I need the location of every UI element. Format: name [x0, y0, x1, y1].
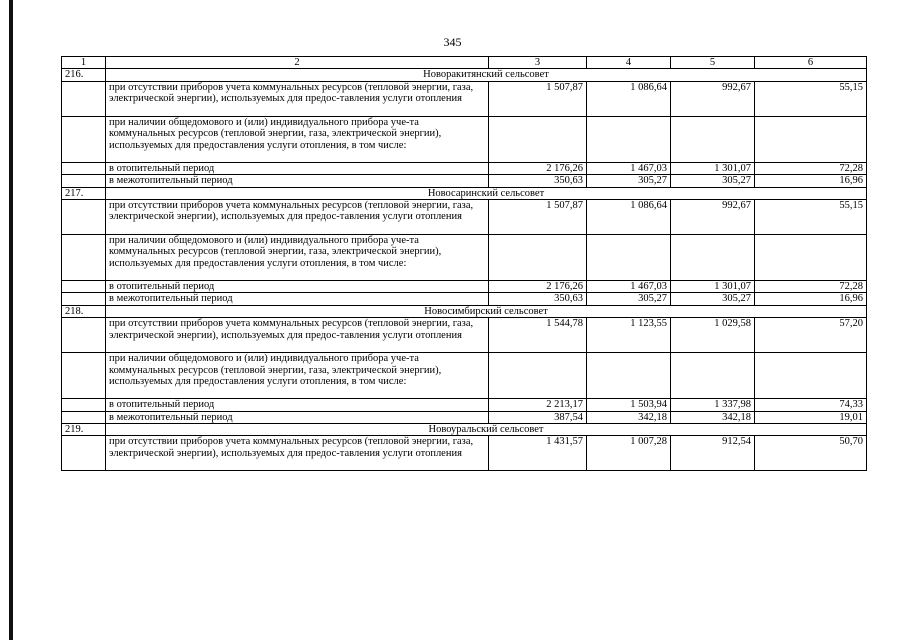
row-description: при отсутствии приборов учета коммунальных ресурсов (тепловой энергии, газа, электрической энергии), используемых для предос-тавления услуги отопления — [106, 81, 489, 116]
value-cell: 16,96 — [755, 293, 867, 305]
empty-cell — [62, 411, 106, 423]
table-row — [62, 318, 867, 353]
value-cell: 350,63 — [489, 175, 587, 187]
table-row — [62, 81, 867, 116]
value-cell — [489, 235, 587, 281]
value-cell: 2 213,17 — [489, 399, 587, 411]
value-cell — [755, 116, 867, 162]
table-row — [62, 436, 867, 471]
value-cell: 1 467,03 — [587, 162, 671, 174]
empty-cell — [62, 162, 106, 174]
table-row — [62, 175, 867, 187]
empty-cell — [62, 318, 106, 353]
value-cell — [587, 235, 671, 281]
value-cell — [587, 353, 671, 399]
value-cell: 1 029,58 — [671, 318, 755, 353]
empty-cell — [62, 81, 106, 116]
column-header: 3 — [489, 57, 587, 69]
group-name: Новоракитянский сельсовет — [106, 69, 867, 81]
table-row — [62, 200, 867, 235]
value-cell: 72,28 — [755, 281, 867, 293]
value-cell: 305,27 — [671, 175, 755, 187]
group-name: Новосимбирский сельсовет — [106, 305, 867, 317]
row-description: при наличии общедомового и (или) индивидуального прибора уче-та коммунальных ресурсов (тепловой энергии, газа, электрической энергии), используемых для предоставления услуги отопления, в том числе: — [106, 353, 489, 399]
value-cell — [489, 353, 587, 399]
value-cell: 1 007,28 — [587, 436, 671, 471]
value-cell: 992,67 — [671, 81, 755, 116]
empty-cell — [62, 399, 106, 411]
empty-cell — [62, 235, 106, 281]
empty-cell — [62, 293, 106, 305]
value-cell: 55,15 — [755, 200, 867, 235]
group-row-216 — [62, 69, 867, 81]
value-cell — [671, 116, 755, 162]
row-description: в отопительный период — [106, 162, 489, 174]
empty-cell — [62, 281, 106, 293]
value-cell: 1 123,55 — [587, 318, 671, 353]
column-header: 2 — [106, 57, 489, 69]
row-description: в межотопительный период — [106, 175, 489, 187]
value-cell: 1 337,98 — [671, 399, 755, 411]
value-cell: 2 176,26 — [489, 281, 587, 293]
value-cell: 387,54 — [489, 411, 587, 423]
group-name: Новосаринский сельсовет — [106, 187, 867, 199]
group-row-218 — [62, 305, 867, 317]
value-cell: 16,96 — [755, 175, 867, 187]
group-number: 216. — [62, 69, 106, 81]
column-header: 1 — [62, 57, 106, 69]
value-cell: 74,33 — [755, 399, 867, 411]
row-description: при отсутствии приборов учета коммунальных ресурсов (тепловой энергии, газа, электрической энергии), используемых для предос-тавления услуги отопления — [106, 436, 489, 471]
value-cell: 72,28 — [755, 162, 867, 174]
value-cell: 912,54 — [671, 436, 755, 471]
value-cell: 305,27 — [587, 175, 671, 187]
value-cell: 19,01 — [755, 411, 867, 423]
tariff-table — [61, 56, 867, 471]
table-row — [62, 411, 867, 423]
empty-cell — [62, 200, 106, 235]
value-cell: 342,18 — [671, 411, 755, 423]
column-number-row — [62, 57, 867, 69]
column-header: 4 — [587, 57, 671, 69]
value-cell: 2 176,26 — [489, 162, 587, 174]
value-cell: 1 086,64 — [587, 200, 671, 235]
column-header: 5 — [671, 57, 755, 69]
column-header: 6 — [755, 57, 867, 69]
page-number: 345 — [443, 35, 462, 49]
row-description: при наличии общедомового и (или) индивидуального прибора уче-та коммунальных ресурсов (тепловой энергии, газа, электрической энергии), используемых для предоставления услуги отопления, в том числе: — [106, 116, 489, 162]
table-row — [62, 235, 867, 281]
value-cell: 1 301,07 — [671, 281, 755, 293]
value-cell: 305,27 — [671, 293, 755, 305]
value-cell: 1 507,87 — [489, 81, 587, 116]
value-cell: 350,63 — [489, 293, 587, 305]
group-number: 219. — [62, 424, 106, 436]
row-description: при наличии общедомового и (или) индивидуального прибора уче-та коммунальных ресурсов (тепловой энергии, газа, электрической энергии), используемых для предоставления услуги отопления, в том числе: — [106, 235, 489, 281]
empty-cell — [62, 116, 106, 162]
value-cell: 1 503,94 — [587, 399, 671, 411]
row-description: при отсутствии приборов учета коммунальных ресурсов (тепловой энергии, газа, электрической энергии), используемых для предос-тавления услуги отопления — [106, 200, 489, 235]
value-cell — [755, 353, 867, 399]
table-row — [62, 281, 867, 293]
value-cell: 1 544,78 — [489, 318, 587, 353]
row-description: в межотопительный период — [106, 411, 489, 423]
value-cell: 50,70 — [755, 436, 867, 471]
value-cell: 342,18 — [587, 411, 671, 423]
value-cell — [755, 235, 867, 281]
table-row — [62, 353, 867, 399]
table-row — [62, 399, 867, 411]
empty-cell — [62, 353, 106, 399]
row-description: в межотопительный период — [106, 293, 489, 305]
empty-cell — [62, 175, 106, 187]
value-cell: 1 086,64 — [587, 81, 671, 116]
empty-cell — [62, 436, 106, 471]
value-cell — [587, 116, 671, 162]
value-cell: 305,27 — [587, 293, 671, 305]
group-number: 218. — [62, 305, 106, 317]
value-cell: 992,67 — [671, 200, 755, 235]
value-cell: 1 507,87 — [489, 200, 587, 235]
table-row — [62, 162, 867, 174]
group-row-219 — [62, 424, 867, 436]
table-row — [62, 116, 867, 162]
group-name: Новоуральский сельсовет — [106, 424, 867, 436]
value-cell — [489, 116, 587, 162]
row-description: в отопительный период — [106, 399, 489, 411]
value-cell: 1 301,07 — [671, 162, 755, 174]
row-description: при отсутствии приборов учета коммунальных ресурсов (тепловой энергии, газа, электрической энергии), используемых для предос-тавления услуги отопления — [106, 318, 489, 353]
table-row — [62, 293, 867, 305]
value-cell: 1 431,57 — [489, 436, 587, 471]
group-row-217 — [62, 187, 867, 199]
row-description: в отопительный период — [106, 281, 489, 293]
value-cell — [671, 353, 755, 399]
value-cell: 55,15 — [755, 81, 867, 116]
value-cell: 1 467,03 — [587, 281, 671, 293]
value-cell: 57,20 — [755, 318, 867, 353]
group-number: 217. — [62, 187, 106, 199]
value-cell — [671, 235, 755, 281]
scan-edge-line — [9, 0, 13, 640]
